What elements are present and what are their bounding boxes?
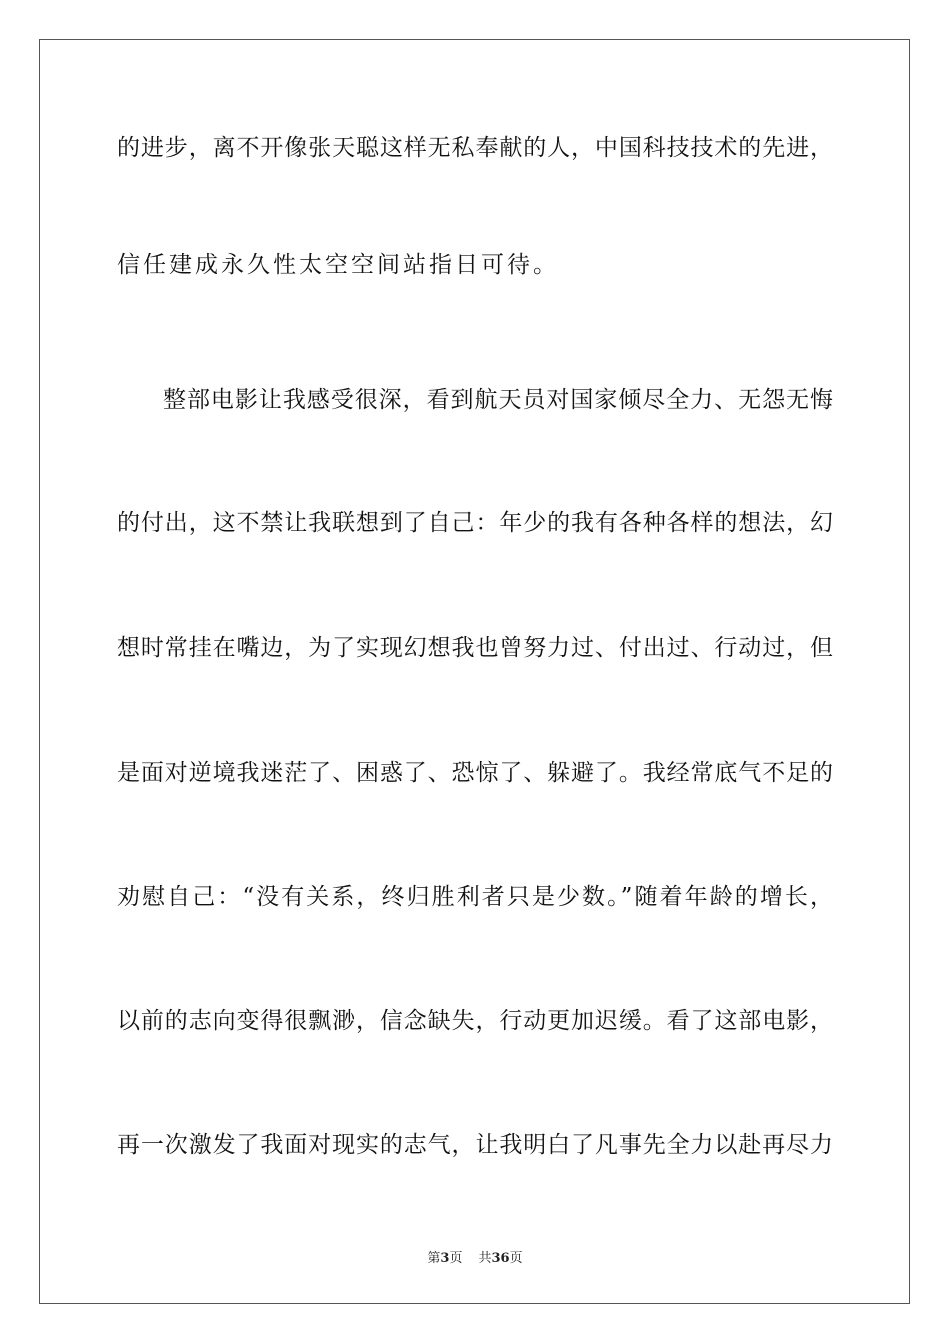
body-text-line-8: 以前的志向变得很飘渺，信念缺失，行动更加迟缓。看了这部电影， [117, 1008, 833, 1034]
page-prefix: 第 [427, 1251, 441, 1266]
page-footer [0, 1247, 950, 1266]
total-suffix: 页 [509, 1251, 523, 1266]
total-prefix: 共 [478, 1251, 492, 1266]
body-text-line-1: 的进步，离不开像张天聪这样无私奉献的人，中国科技技术的先进， [117, 135, 833, 161]
body-text-line-4: 的付出，这不禁让我联想到了自己：年少的我有各种各样的想法，幻 [117, 510, 833, 536]
body-text-line-5: 想时常挂在嘴边，为了实现幻想我也曾努力过、付出过、行动过，但 [117, 635, 833, 661]
total-pages: 36 [491, 1251, 510, 1266]
body-text-line-9: 再一次激发了我面对现实的志气，让我明白了凡事先全力以赴再尽力 [117, 1132, 833, 1158]
body-text-line-3: 整部电影让我感受很深，看到航天员对国家倾尽全力、无怨无悔 [163, 387, 833, 413]
page-number: 3 [440, 1251, 450, 1266]
page-suffix: 页 [449, 1251, 463, 1266]
page-border [39, 39, 910, 1304]
body-text-line-6: 是面对逆境我迷茫了、困惑了、恐惊了、躲避了。我经常底气不足的 [117, 760, 833, 786]
body-text-line-7: 劝慰自己：“没有关系，终归胜利者只是少数。”随着年龄的增长， [117, 884, 833, 910]
body-text-line-2: 信任建成永久性太空空间站指日可待。 [117, 252, 559, 278]
